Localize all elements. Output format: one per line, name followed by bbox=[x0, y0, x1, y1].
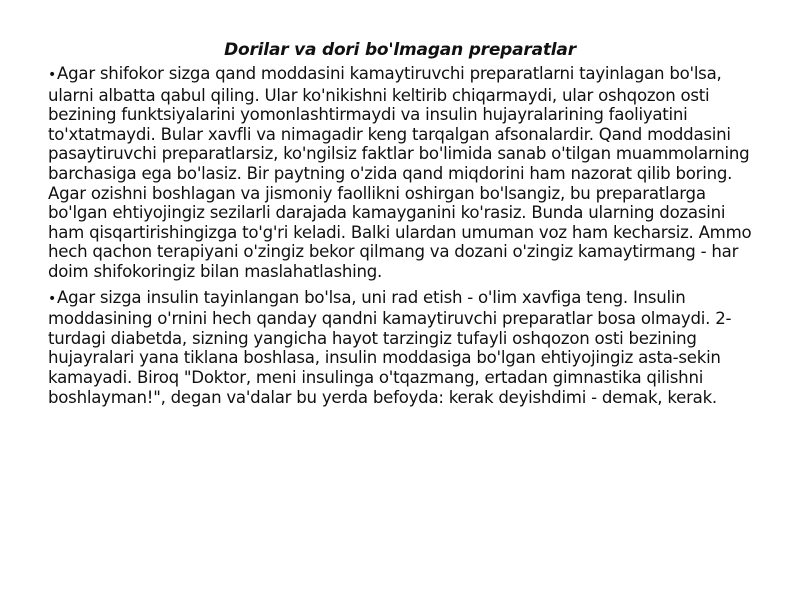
paragraph-text: Agar sizga insulin tayinlangan bo'lsa, uni rad etish - o'lim xavfiga teng. Insulin moddasining o'rnini hech qanday qandni kamaytiruvchi preparatlar bosa olmaydi. 2-turdagi diabetda, sizning yangicha hayot tarzingiz tufayli oshqozon osti bezining hujayralari yana tiklana boshlasa, insulin moddasiga bo'lgan ehtiyojingiz asta-sekin kamayadi. Biroq "Doktor, meni insulinga o'tqazmang, ertadan gimnastika qilishni boshlayman!", degan va'dalar bu yerda befoyda: kerak deyishdimi - demak, kerak. bbox=[48, 287, 732, 407]
bullet-paragraph-2 bbox=[48, 288, 752, 408]
bullet-icon: • bbox=[48, 67, 57, 83]
bullet-paragraph-1 bbox=[48, 64, 752, 282]
bullet-list bbox=[48, 64, 752, 407]
paragraph-text: Agar shifokor sizga qand moddasini kamaytiruvchi preparatlarni tayinlagan bo'lsa, ularni albatta qabul qiling. Ular ko'nikishni keltirib chiqarmaydi, ular oshqozon osti bezining funktsiyalarini yomonlashtirmaydi va insulin hujayralarining faoliyatini to'xtatmaydi. Bular xavfli va nimagadir keng tarqalgan afsonalardir. Qand moddasini pasaytiruvchi preparatlarsiz, ko'ngilsiz faktlar bo'limida sanab o'tilgan muammolarning barchasiga ega bo'lasiz. Bir paytning o'zida qand miqdorini ham nazorat qilib boring. Agar ozishni boshlagan va jismoniy faollikni oshirgan bo'lsangiz, bu preparatlarga bo'lgan ehtiyojingiz sezilarli darajada kamayganini ko'rasiz. Bunda ularning dozasini ham qisqartirishingizga to'g'ri keladi. Balki ulardan umuman voz ham kecharsiz. Ammo hech qachon terapiyani o'zingiz bekor qilmang va dozani o'zingiz kamaytirmang - har doim shifokoringiz bilan maslahatlashing. bbox=[48, 64, 752, 281]
slide-title: Dorilar va dori bo'lmagan preparatlar bbox=[224, 40, 576, 60]
bullet-icon: • bbox=[48, 290, 57, 307]
